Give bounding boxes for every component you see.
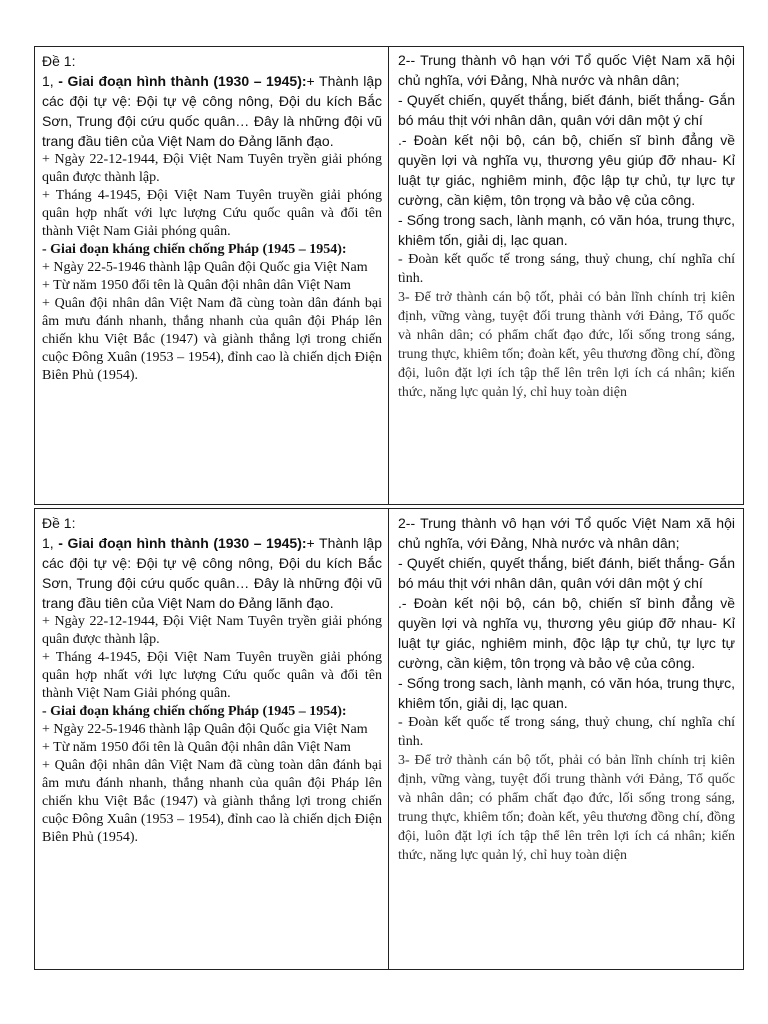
victory-paragraph: + Quân đội nhân dân Việt Nam đã cùng toàn dân đánh bại âm mưu đánh nhanh, thắng nhanh của quân đội Pháp lên chiến khu Việt Bắc (1947) và giành thắng lợi trong chiến cuộc Đông Xuân (1953 – 1954), đỉnh cao là chiến dịch Điện Biên Phủ (1954). [42, 758, 382, 845]
event-1945-paragraph: + Tháng 4-1945, Đội Việt Nam Tuyên truyền giải phóng quân hợp nhất với lực lượng Cứu quốc quân và đổi tên thành Việt Nam Giải phóng quân. [42, 188, 382, 239]
clean-living-paragraph: - Sống trong sach, lành mạnh, có văn hóa, trung thực, khiêm tốn, giải dị, lạc quan. [398, 212, 735, 248]
international-solidarity-paragraph: - Đoàn kết quốc tế trong sáng, thuỷ chung, chí nghĩa chí tình. [398, 252, 735, 286]
loyalty-paragraph: 2-- Trung thành vô hạn với Tổ quốc Việt Nam xã hội chủ nghĩa, với Đảng, Nhà nước và nhân dân; [398, 52, 735, 88]
good-officer-paragraph: 3- Để trở thành cán bộ tốt, phải có bản lĩnh chính trị kiên định, vững vàng, tuyệt đối trung thành với Đảng, Tổ quốc và nhân dân; có phẩm chất đạo đức, lối sống trong sáng, trung thực, khiêm tốn; đoàn kết, yêu thương đồng chí, đồng đội, luôn đặt lợi ích tập thể lên trên lợi ích cá nhân; kiến thức, năng lực quản lý, chỉ huy toàn diện [398, 290, 735, 400]
exam-title: Đề 1: [42, 53, 76, 69]
determination-paragraph: - Quyết chiến, quyết thắng, biết đánh, biết thắng- Gắn bó máu thịt với nhân dân, quân với dân một ý chí [398, 555, 735, 591]
event-1944-paragraph: + Ngày 22-12-1944, Đội Việt Nam Tuyên tryền giải phóng quân được thành lập. [42, 152, 382, 185]
item-number: 1, [42, 535, 59, 551]
event-1950-paragraph: + Từ năm 1950 đổi tên là Quân đội nhân dân Việt Nam [42, 740, 351, 755]
stage-formation-text: + Thành lập các đội tự vệ: Đội tự vệ công nông, Đội du kích Bắc Sơn, Trung đội cứu quốc quân… Đây là những đội vũ trang đầu tiên của Việt Nam do Đảng lãnh đạo. [42, 535, 382, 611]
determination-paragraph: - Quyết chiến, quyết thắng, biết đánh, biết thắng- Gắn bó máu thịt với nhân dân, quân với dân một ý chí [398, 92, 735, 128]
clean-living-paragraph: - Sống trong sach, lành mạnh, có văn hóa, trung thực, khiêm tốn, giải dị, lạc quan. [398, 675, 735, 711]
stage-french-war-heading [42, 703, 382, 721]
event-1946-paragraph: + Ngày 22-5-1946 thành lập Quân đội Quốc gia Việt Nam [42, 722, 368, 737]
top-left-cell [34, 46, 389, 505]
item-number: 1, [42, 73, 59, 89]
stage-formation-heading: - Giai đoạn hình thành (1930 – 1945): [58, 73, 307, 89]
exam-title: Đề 1: [42, 515, 76, 531]
stage-formation-heading: - Giai đoạn hình thành (1930 – 1945): [58, 535, 307, 551]
stage-formation-text: + Thành lập các đội tự vệ: Đội tự vệ công nông, Đội du kích Bắc Sơn, Trung đội cứu quốc quân… Đây là những đội vũ trang đầu tiên của Việt Nam do Đảng lãnh đạo. [42, 73, 382, 149]
bottom-right-cell [388, 508, 744, 970]
loyalty-paragraph: 2-- Trung thành vô hạn với Tổ quốc Việt Nam xã hội chủ nghĩa, với Đảng, Nhà nước và nhân dân; [398, 515, 735, 551]
event-1946-paragraph: + Ngày 22-5-1946 thành lập Quân đội Quốc gia Việt Nam [42, 260, 368, 275]
event-1945-paragraph: + Tháng 4-1945, Đội Việt Nam Tuyên truyền giải phóng quân hợp nhất với lực lượng Cứu quốc quân và đổi tên thành Việt Nam Giải phóng quân. [42, 650, 382, 701]
stage-french-war-heading-text: - Giai đoạn kháng chiến chống Pháp (1945 – 1954): [42, 704, 347, 719]
stage-french-war-heading [42, 241, 382, 259]
international-solidarity-paragraph: - Đoàn kết quốc tế trong sáng, thuỷ chung, chí nghĩa chí tình. [398, 715, 735, 749]
unity-paragraph: .- Đoàn kết nội bộ, cán bộ, chiến sĩ bình đẳng về quyền lợi và nghĩa vụ, thương yêu giúp đỡ nhau- Kỉ luật tự giác, nghiêm minh, độc lập tự chủ, tự lực tự cường, cần kiệm, tôn trọng và bảo vệ của công. [398, 132, 735, 208]
event-1944-paragraph: + Ngày 22-12-1944, Đội Việt Nam Tuyên tryền giải phóng quân được thành lập. [42, 614, 382, 647]
stage-formation-paragraph [42, 71, 382, 151]
victory-paragraph: + Quân đội nhân dân Việt Nam đã cùng toàn dân đánh bại âm mưu đánh nhanh, thắng nhanh của quân đội Pháp lên chiến khu Việt Bắc (1947) và giành thắng lợi trong chiến cuộc Đông Xuân (1953 – 1954), đỉnh cao là chiến dịch Điện Biên Phủ (1954). [42, 296, 382, 383]
stage-formation-paragraph [42, 533, 382, 613]
stage-french-war-heading-text: - Giai đoạn kháng chiến chống Pháp (1945 – 1954): [42, 242, 347, 257]
unity-paragraph: .- Đoàn kết nội bộ, cán bộ, chiến sĩ bình đẳng về quyền lợi và nghĩa vụ, thương yêu giúp đỡ nhau- Kỉ luật tự giác, nghiêm minh, độc lập tự chủ, tự lực tự cường, cần kiệm, tôn trọng và bảo vệ của công. [398, 595, 735, 671]
event-1950-paragraph: + Từ năm 1950 đổi tên là Quân đội nhân dân Việt Nam [42, 278, 351, 293]
bottom-left-cell [34, 508, 389, 970]
top-right-cell [388, 46, 744, 505]
good-officer-paragraph: 3- Để trở thành cán bộ tốt, phải có bản lĩnh chính trị kiên định, vững vàng, tuyệt đối trung thành với Đảng, Tổ quốc và nhân dân; có phẩm chất đạo đức, lối sống trong sáng, trung thực, khiêm tốn; đoàn kết, yêu thương đồng chí, đồng đội, luôn đặt lợi ích tập thể lên trên lợi ích cá nhân; kiến thức, năng lực quản lý, chỉ huy toàn diện [398, 753, 735, 863]
